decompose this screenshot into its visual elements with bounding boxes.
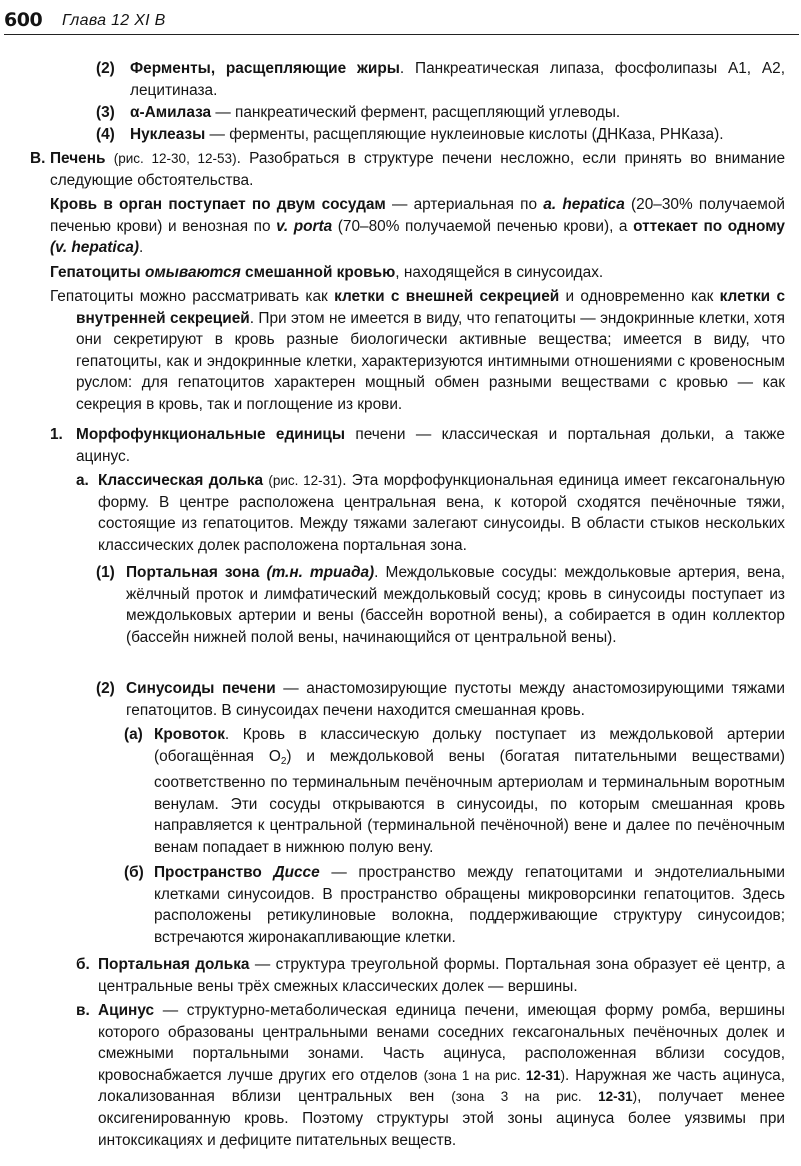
blood-supply-text-1: — артериальная по — [385, 196, 544, 213]
bloodflow-text-1: . Кровь в классическую дольку поступает из междольковой артерии (обогащённая O — [154, 726, 785, 765]
classic-lobule-paragraph — [98, 470, 785, 556]
units-text: печени — классическая и портальная дольки, а также ацинус. — [76, 426, 785, 465]
section-liver-title: Печень — [50, 150, 106, 167]
hepatocytes-italic: омываются — [144, 264, 241, 281]
enzyme-3-number: (3) — [96, 104, 115, 121]
portal-lobule-paragraph — [98, 954, 785, 997]
bloodflow-paragraph — [154, 724, 785, 859]
zone3-ref: (зона 3 на рис. — [451, 1089, 599, 1105]
enzyme-2-number: (2) — [96, 60, 115, 77]
units-title: Морфофункциональные единицы — [76, 426, 346, 443]
portal-lobule-label: б. — [76, 956, 90, 973]
portal-lobule-title: Портальная долька — [98, 956, 250, 973]
bloodflow-label: (а) — [124, 726, 143, 743]
section-liver-label: В. — [30, 150, 46, 167]
acinus-text-2: . Наружная же часть ацинуса, локализованная вблизи центральных вен — [98, 1066, 785, 1106]
acinus-text-1: — структурно-метаболическая единица печени, имеющая форму ромба, вершины которого образованы центральными венами соседних гексагональных печёночных долек и смежными портальными зонами. Часть ацинуса, расположенная вблизи сосудов, кровоснабжается лучше других его отделов — [98, 1002, 785, 1084]
section-liver-intro — [50, 148, 785, 191]
acinus-title: Ацинус — [98, 1002, 155, 1019]
zone1-ref: (зона 1 на рис. — [423, 1067, 526, 1083]
zone3-close: ) — [632, 1089, 638, 1105]
bloodflow-text-2: ) и междольковой вены (богатая питательными веществами) соответственно по терминальным печёночным артериолам и терминальным воротным венулам. Эти сосуды открываются в синусоиды, по которым смешанная кровь направляется к центральной (терминальной печёночной) вене и далее по печёночным венам попадает в нижнюю полую вену. — [154, 747, 785, 856]
hepatocytes-text: , находящейся в синусоидах. — [395, 264, 604, 281]
zone1-close: ) — [560, 1067, 565, 1083]
outflow-bold: оттекает по одному — [633, 217, 785, 235]
classic-lobule-label: а. — [76, 472, 89, 489]
blood-supply-text-3: (70–80% получаемой печенью крови), а — [332, 217, 634, 235]
liver-figure-ref: (рис. 12-30, 12-53) — [113, 151, 237, 166]
units-number: 1. — [50, 426, 63, 443]
sinusoids-text: — анастомозирующие пустоты между анастомозирующими тяжами гепатоцитов. В синусоидах печени находится смешанная кровь. — [126, 680, 785, 719]
units-paragraph — [76, 424, 785, 467]
chapter-title: Глава 12 XI В — [62, 12, 166, 29]
zone3-figure-number: 12-31 — [598, 1089, 633, 1105]
o2-subscript: 2 — [280, 755, 287, 767]
disse-title: Пространство — [154, 864, 274, 881]
secretion-text-d: . При этом не имеется в виду, что гепатоциты — эндокринные клетки, хотя они секретируют в кровь разные биологически активные вещества; имеется в виду, что гепатоциты, как и эндокринные клетки, характеризуются интимными отношениями с кровеносным руслом: для гепатоцитов характерен мощный обмен разными веществами с кровью — как секреция в кровь, так и поглощение из крови. — [76, 309, 785, 413]
blood-supply-paragraph: Кровь в орган поступает по двум сосудам — артериальная по a. hepatica (20–30% получаемой печенью крови) и венозная по v. porta (70–80% получаемой печенью крови), а оттекает по одному (v. hepatica). — [50, 196, 785, 257]
exocrine-bold: клетки с внешней секрецией — [334, 288, 560, 305]
v-porta-term: v. porta — [276, 217, 333, 235]
a-hepatica-term: a. hepatica — [543, 196, 625, 213]
enzyme-3-term: α-Амилаза — [130, 104, 212, 121]
v-hepatica-term: (v. hepatica) — [50, 239, 139, 257]
classic-lobule-figure-ref: (рис. 12-31) — [268, 473, 343, 488]
acinus-label: в. — [76, 1002, 90, 1019]
acinus-text-3: , получает менее оксигенированную кровь. Поэтому структуры этой зоны ацинуса более уязвимы при интоксикациях и дефиците питательных веществ. — [98, 1088, 785, 1149]
blood-supply-bold: Кровь в орган поступает по двум сосудам — [50, 196, 386, 213]
secretion-text-c: и одновременно как — [559, 288, 720, 305]
enzyme-2-term: Ферменты, расщепляющие жиры — [130, 60, 400, 77]
hepatocytes-paragraph — [50, 262, 785, 284]
enzyme-3-item — [130, 102, 785, 124]
blood-supply-text-2: (20–30% получаемой печенью крови) и венозная по — [50, 196, 785, 235]
triad-term: (т.н. триада) — [266, 564, 375, 581]
disse-label: (б) — [124, 864, 144, 881]
enzyme-4-item — [130, 124, 790, 146]
sinusoids-number: (2) — [96, 680, 115, 697]
enzyme-4-term: Нуклеазы — [130, 126, 206, 143]
portal-lobule-text: — структура треугольной формы. Портальная зона образует её центр, а центральные вены трёх смежных классических долек — вершины. — [98, 956, 785, 995]
enzyme-4-text: — ферменты, расщепляющие нуклеиновые кислоты (ДНКаза, РНКаза). — [205, 126, 724, 143]
portal-zone-number: (1) — [96, 564, 115, 581]
page-number: 600 — [4, 9, 43, 31]
endocrine-bold: клетки с внутренней секрецией — [76, 288, 786, 327]
disse-name: Диссе — [273, 864, 320, 881]
portal-zone-paragraph — [126, 562, 785, 648]
enzyme-2-item — [130, 58, 785, 101]
sinusoids-title: Синусоиды печени — [126, 680, 276, 697]
secretion-text-a: Гепатоциты можно рассматривать как — [50, 288, 335, 305]
disse-paragraph — [154, 862, 785, 948]
running-header — [4, 8, 799, 35]
classic-lobule-title: Классическая долька — [98, 472, 264, 489]
enzyme-2-text: . Панкреатическая липаза, фосфолипазы А1, А2, лецитиназа. — [130, 60, 785, 99]
portal-zone-text: . Междольковые сосуды: междольковые артерия, вена, жёлчный проток и лимфатический междольковый сосуд; кровь в синусоиды поступает из междольковых артерии и вены (бассейн воротной вены), а собирается в один коллектор (бассейн нижней полой вены, начинающийся от центральной вены). — [126, 564, 785, 646]
portal-zone-title: Портальная зона — [126, 564, 260, 581]
secretion-paragraph — [50, 286, 785, 416]
enzyme-3-text: — панкреатический фермент, расщепляющий углеводы. — [211, 104, 621, 121]
sinusoids-paragraph — [126, 678, 785, 721]
zone1-figure-number: 12-31 — [525, 1067, 561, 1083]
mixed-blood-bold: смешанной кровью — [240, 264, 396, 281]
acinus-paragraph — [98, 1000, 785, 1151]
bloodflow-title: Кровоток — [154, 726, 225, 743]
enzyme-4-number: (4) — [96, 126, 115, 143]
classic-lobule-text: . Эта морфофункциональная единица имеет гексагональную форму. В центре расположена центральная вена, к которой сходятся печёночные тяжи, состоящие из гепатоцитов. Между тяжами залегают синусоиды. В области стыков нескольких классических долек расположена портальная зона. — [98, 472, 786, 554]
disse-text: — пространство между гепатоцитами и эндотелиальными клетками синусоидов. В пространство обращены микроворсинки гепатоцитов. Здесь расположены ретикулиновые волокна, поддерживающие структуру синусоидов; встречаются жиронакапливающие клетки. — [154, 864, 785, 946]
hepatocytes-bold: Гепатоциты — [50, 264, 145, 281]
liver-intro-text: . Разобраться в структуре печени несложно, если принять во внимание следующие обстоятельства. — [50, 150, 786, 189]
